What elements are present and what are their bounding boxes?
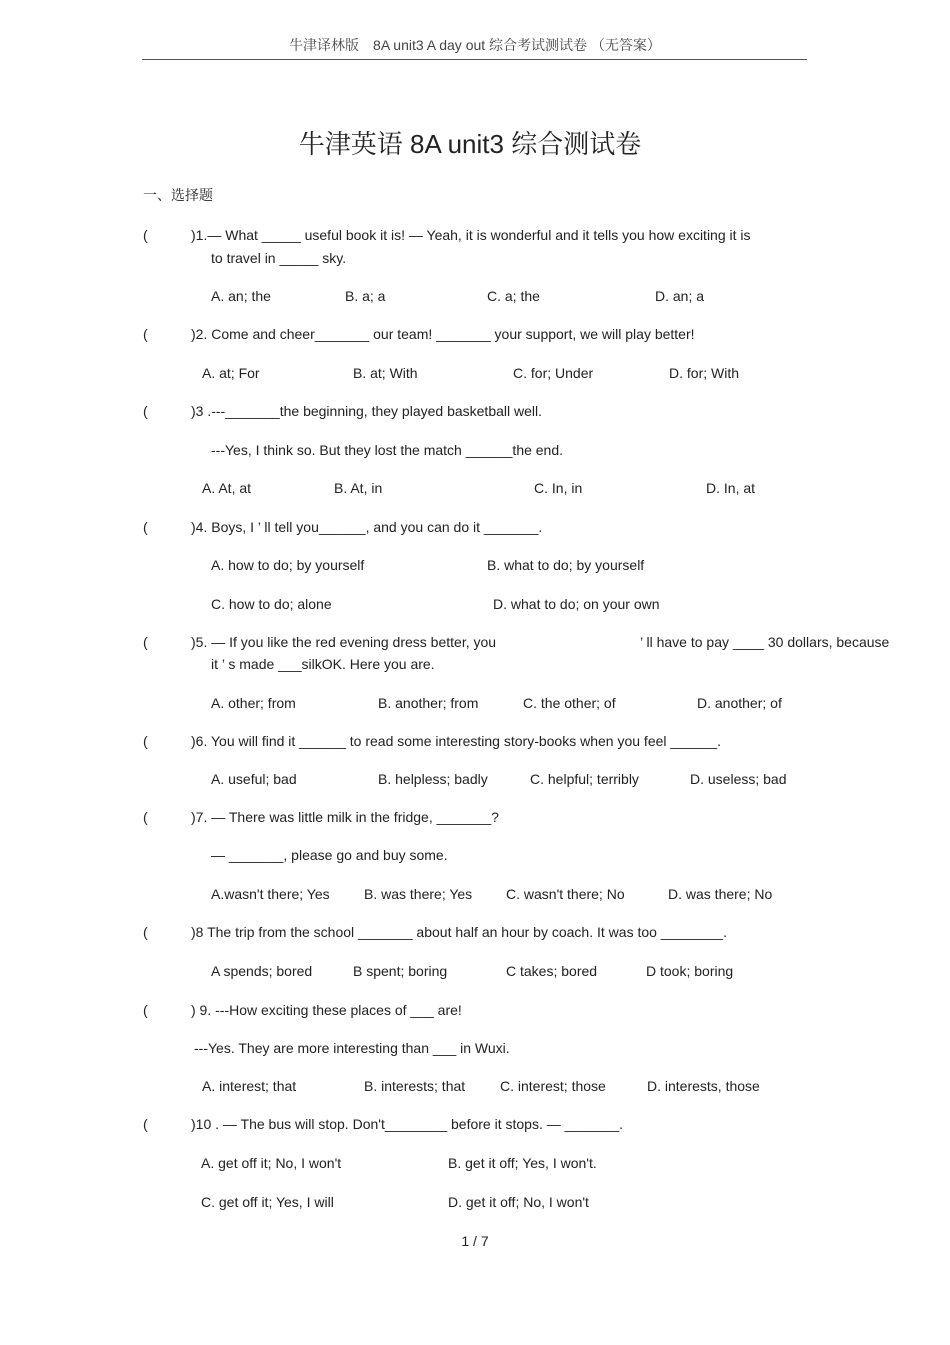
option: B spent; boring <box>353 963 448 979</box>
page-title: 牛津英语 8A unit3 综合测试卷 <box>298 129 642 159</box>
section-heading: 一、选择题 <box>143 187 213 203</box>
option: D. useless; bad <box>690 771 787 787</box>
option: A.wasn't there; Yes <box>211 886 330 902</box>
option: D. was there; No <box>668 886 773 902</box>
option: A. At, at <box>202 480 252 496</box>
option: C. helpful; terribly <box>530 771 639 787</box>
option: C. interest; those <box>500 1078 606 1094</box>
answer-paren: ( <box>143 809 148 825</box>
option: A. get off it; No, I won't <box>201 1155 342 1171</box>
question-stem: ) 9. ---How exciting these places of ___ are! <box>191 1002 462 1018</box>
answer-paren: ( <box>143 733 148 749</box>
option: C. In, in <box>534 480 583 496</box>
question-stem-cont: — _______, please go and buy some. <box>211 847 448 863</box>
question-stem: )2. Come and cheer_______ our team! _______ your support, we will play better! <box>191 326 695 342</box>
option: A. useful; bad <box>211 771 297 787</box>
answer-paren: ( <box>143 519 148 535</box>
option: A spends; bored <box>211 963 313 979</box>
option: A. how to do; by yourself <box>211 557 365 573</box>
option: D. get it off; No, I won't <box>448 1194 589 1210</box>
option: A. an; the <box>211 288 271 304</box>
question-stem: )7. — There was little milk in the fridge, _______? <box>191 809 499 825</box>
option: C takes; bored <box>506 963 598 979</box>
question-stem: )4. Boys, I ’ ll tell you______, and you can do it _______. <box>191 519 543 535</box>
option: A. interest; that <box>202 1078 297 1094</box>
answer-paren: ( <box>143 326 148 342</box>
page-header: 牛津译林版 8A unit3 A day out 综合考试测试卷 （无答案） <box>289 37 661 53</box>
answer-paren: ( <box>143 403 148 419</box>
question-stem: )1.— What _____ useful book it is! — Yeah, it is wonderful and it tells you how exciting it is <box>191 227 751 243</box>
question-stem: )10 . — The bus will stop. Don't________ before it stops. — _______. <box>191 1116 624 1132</box>
question-stem-cont: to travel in _____ sky. <box>211 250 347 266</box>
header-rule <box>142 59 807 60</box>
question-stem: )5. — If you like the red evening dress better, you <box>191 634 497 650</box>
option: B. interests; that <box>364 1078 466 1094</box>
option: C. for; Under <box>513 365 594 381</box>
option: B. a; a <box>345 288 386 304</box>
option: D. In, at <box>706 480 756 496</box>
page-number: 1 / 7 <box>461 1233 489 1249</box>
option: B. get it off; Yes, I won't. <box>448 1155 597 1171</box>
option: B. another; from <box>378 695 479 711</box>
option: B. what to do; by yourself <box>487 557 645 573</box>
answer-paren: ( <box>143 227 148 243</box>
option: D. what to do; on your own <box>493 596 660 612</box>
question-stem-cont: ’ ll have to pay ____ 30 dollars, because <box>640 634 890 650</box>
option: C. how to do; alone <box>211 596 332 612</box>
option: B. At, in <box>334 480 383 496</box>
answer-paren: ( <box>143 924 148 940</box>
question-stem: )6. You will find it ______ to read some interesting story-books when you feel ______. <box>191 733 721 749</box>
option: D. for; With <box>669 365 740 381</box>
option: C. get off it; Yes, I will <box>201 1194 334 1210</box>
option: C. the other; of <box>523 695 616 711</box>
option: C. a; the <box>487 288 540 304</box>
answer-paren: ( <box>143 1116 148 1132</box>
answer-paren: ( <box>143 1002 148 1018</box>
question-stem: )3 .---_______the beginning, they played basketball well. <box>191 403 543 419</box>
option: D took; boring <box>646 963 734 979</box>
question-stem-cont: ---Yes. They are more interesting than ___ in Wuxi. <box>194 1040 510 1056</box>
option: D. interests, those <box>647 1078 760 1094</box>
option: B. helpless; badly <box>378 771 488 787</box>
option: D. another; of <box>697 695 782 711</box>
option: C. wasn't there; No <box>506 886 625 902</box>
option: B. at; With <box>353 365 418 381</box>
option: A. at; For <box>202 365 260 381</box>
option: D. an; a <box>655 288 705 304</box>
question-stem: )8 The trip from the school _______ about half an hour by coach. It was too ________. <box>191 924 727 940</box>
question-stem-cont: ---Yes, I think so. But they lost the match ______the end. <box>211 442 564 458</box>
option: B. was there; Yes <box>364 886 473 902</box>
option: A. other; from <box>211 695 296 711</box>
question-stem-cont: it ’ s made ___silkOK. Here you are. <box>211 656 435 672</box>
answer-paren: ( <box>143 634 148 650</box>
